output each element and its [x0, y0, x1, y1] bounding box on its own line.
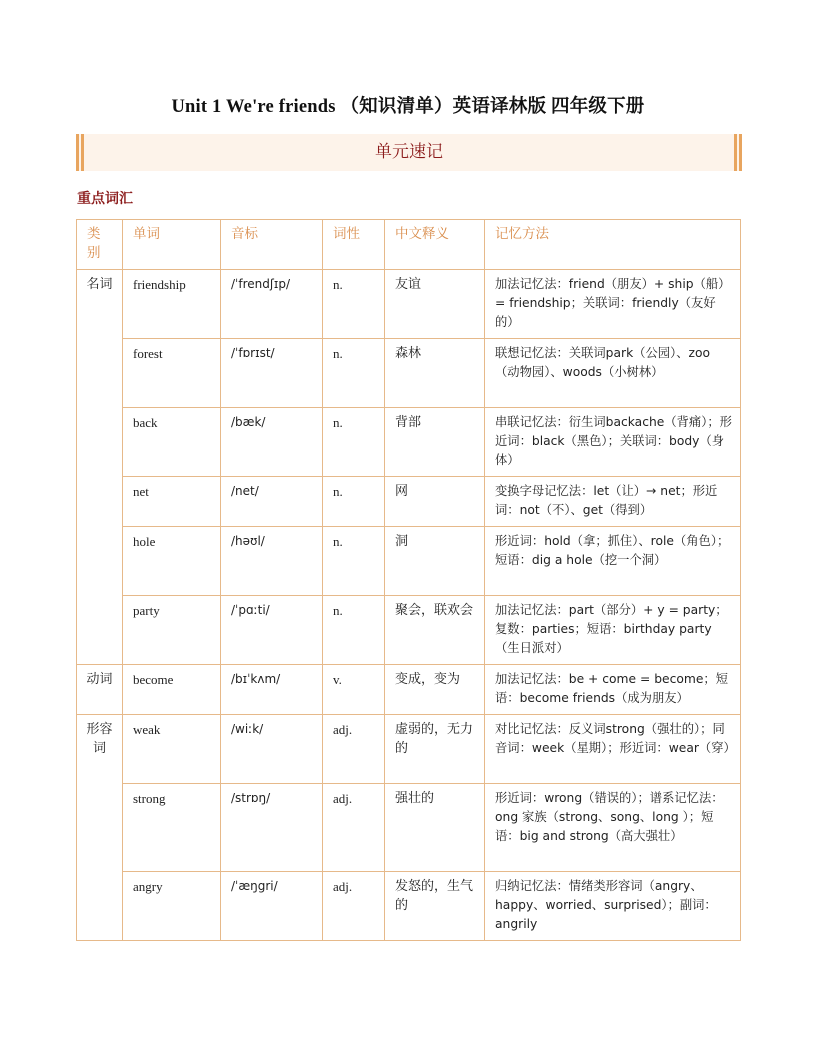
phonetic-cell: /wiːk/	[221, 715, 323, 784]
phonetic-cell: /bæk/	[221, 408, 323, 477]
vocabulary-table	[76, 219, 741, 941]
table-row	[77, 665, 741, 715]
meaning-cell: 洞	[385, 527, 485, 596]
meaning-cell: 森林	[385, 339, 485, 408]
meaning-cell: 友谊	[385, 270, 485, 339]
section-heading: 重点词汇	[77, 191, 133, 207]
pos-cell: n.	[323, 527, 385, 596]
table-row	[77, 477, 741, 527]
memory-cell: 加法记忆法：part（部分）+ y = party；复数：parties；短语：birthday party（生日派对）	[485, 596, 741, 665]
header-memory: 记忆方法	[485, 220, 741, 270]
meaning-cell: 虚弱的，无力的	[385, 715, 485, 784]
pos-cell: n.	[323, 270, 385, 339]
pos-cell: adj.	[323, 715, 385, 784]
header-meaning: 中文释义	[385, 220, 485, 270]
word-cell: strong	[123, 784, 221, 872]
memory-cell: 归纳记忆法：情绪类形容词（angry、happy、worried、surprised）；副词：angrily	[485, 872, 741, 941]
phonetic-cell: /net/	[221, 477, 323, 527]
phonetic-cell: /ˈfrendʃɪp/	[221, 270, 323, 339]
pos-cell: adj.	[323, 872, 385, 941]
meaning-cell: 变成，变为	[385, 665, 485, 715]
pos-cell: n.	[323, 339, 385, 408]
banner-right-bars	[733, 134, 742, 171]
memory-cell: 对比记忆法：反义词strong（强壮的）；同音词：week（星期）；形近词：wear（穿）	[485, 715, 741, 784]
word-cell: become	[123, 665, 221, 715]
table-row	[77, 408, 741, 477]
table-row	[77, 784, 741, 872]
banner-title: 单元速记	[375, 142, 443, 162]
memory-cell: 联想记忆法：关联词park（公园）、zoo（动物园）、woods（小树林）	[485, 339, 741, 408]
table-row	[77, 270, 741, 339]
table-row	[77, 339, 741, 408]
meaning-cell: 发怒的，生气的	[385, 872, 485, 941]
category-noun: 名词	[77, 270, 123, 665]
word-cell: forest	[123, 339, 221, 408]
header-word: 单词	[123, 220, 221, 270]
table-row	[77, 872, 741, 941]
memory-cell: 变换字母记忆法：let（让）→ net；形近词：not（不）、get（得到）	[485, 477, 741, 527]
memory-cell: 串联记忆法：衍生词backache（背痛）；形近词：black（黑色）；关联词：body（身体）	[485, 408, 741, 477]
category-verb: 动词	[77, 665, 123, 715]
memory-cell: 加法记忆法：be + come = become；短语：become friends（成为朋友）	[485, 665, 741, 715]
pos-cell: v.	[323, 665, 385, 715]
phonetic-cell: /ˈpɑːti/	[221, 596, 323, 665]
word-cell: weak	[123, 715, 221, 784]
meaning-cell: 网	[385, 477, 485, 527]
header-phonetic: 音标	[221, 220, 323, 270]
pos-cell: n.	[323, 408, 385, 477]
header-pos: 词性	[323, 220, 385, 270]
table-row	[77, 596, 741, 665]
word-cell: back	[123, 408, 221, 477]
pos-cell: adj.	[323, 784, 385, 872]
memory-cell: 形近词：wrong（错误的）；谱系记忆法：ong 家族（strong、song、long ）；短语：big and strong（高大强壮）	[485, 784, 741, 872]
pos-cell: n.	[323, 477, 385, 527]
header-category: 类别	[77, 220, 123, 270]
table-row	[77, 527, 741, 596]
pos-cell: n.	[323, 596, 385, 665]
phonetic-cell: /həʊl/	[221, 527, 323, 596]
memory-cell: 加法记忆法：friend（朋友）+ ship（船）= friendship；关联词：friendly（友好的）	[485, 270, 741, 339]
word-cell: net	[123, 477, 221, 527]
phonetic-cell: /ˈæŋgri/	[221, 872, 323, 941]
phonetic-cell: /ˈfɒrɪst/	[221, 339, 323, 408]
memory-cell: 形近词：hold（拿；抓住）、role（角色）；短语：dig a hole（挖一个洞）	[485, 527, 741, 596]
phonetic-cell: /strɒŋ/	[221, 784, 323, 872]
meaning-cell: 背部	[385, 408, 485, 477]
meaning-cell: 强壮的	[385, 784, 485, 872]
word-cell: friendship	[123, 270, 221, 339]
table-header-row	[77, 220, 741, 270]
table-row	[77, 715, 741, 784]
section-banner	[76, 134, 742, 171]
word-cell: hole	[123, 527, 221, 596]
page-title: Unit 1 We're friends （知识清单）英语译林版 四年级下册	[171, 97, 645, 117]
word-cell: party	[123, 596, 221, 665]
word-cell: angry	[123, 872, 221, 941]
phonetic-cell: /bɪˈkʌm/	[221, 665, 323, 715]
meaning-cell: 聚会，联欢会	[385, 596, 485, 665]
category-adjective: 形容词	[77, 715, 123, 941]
